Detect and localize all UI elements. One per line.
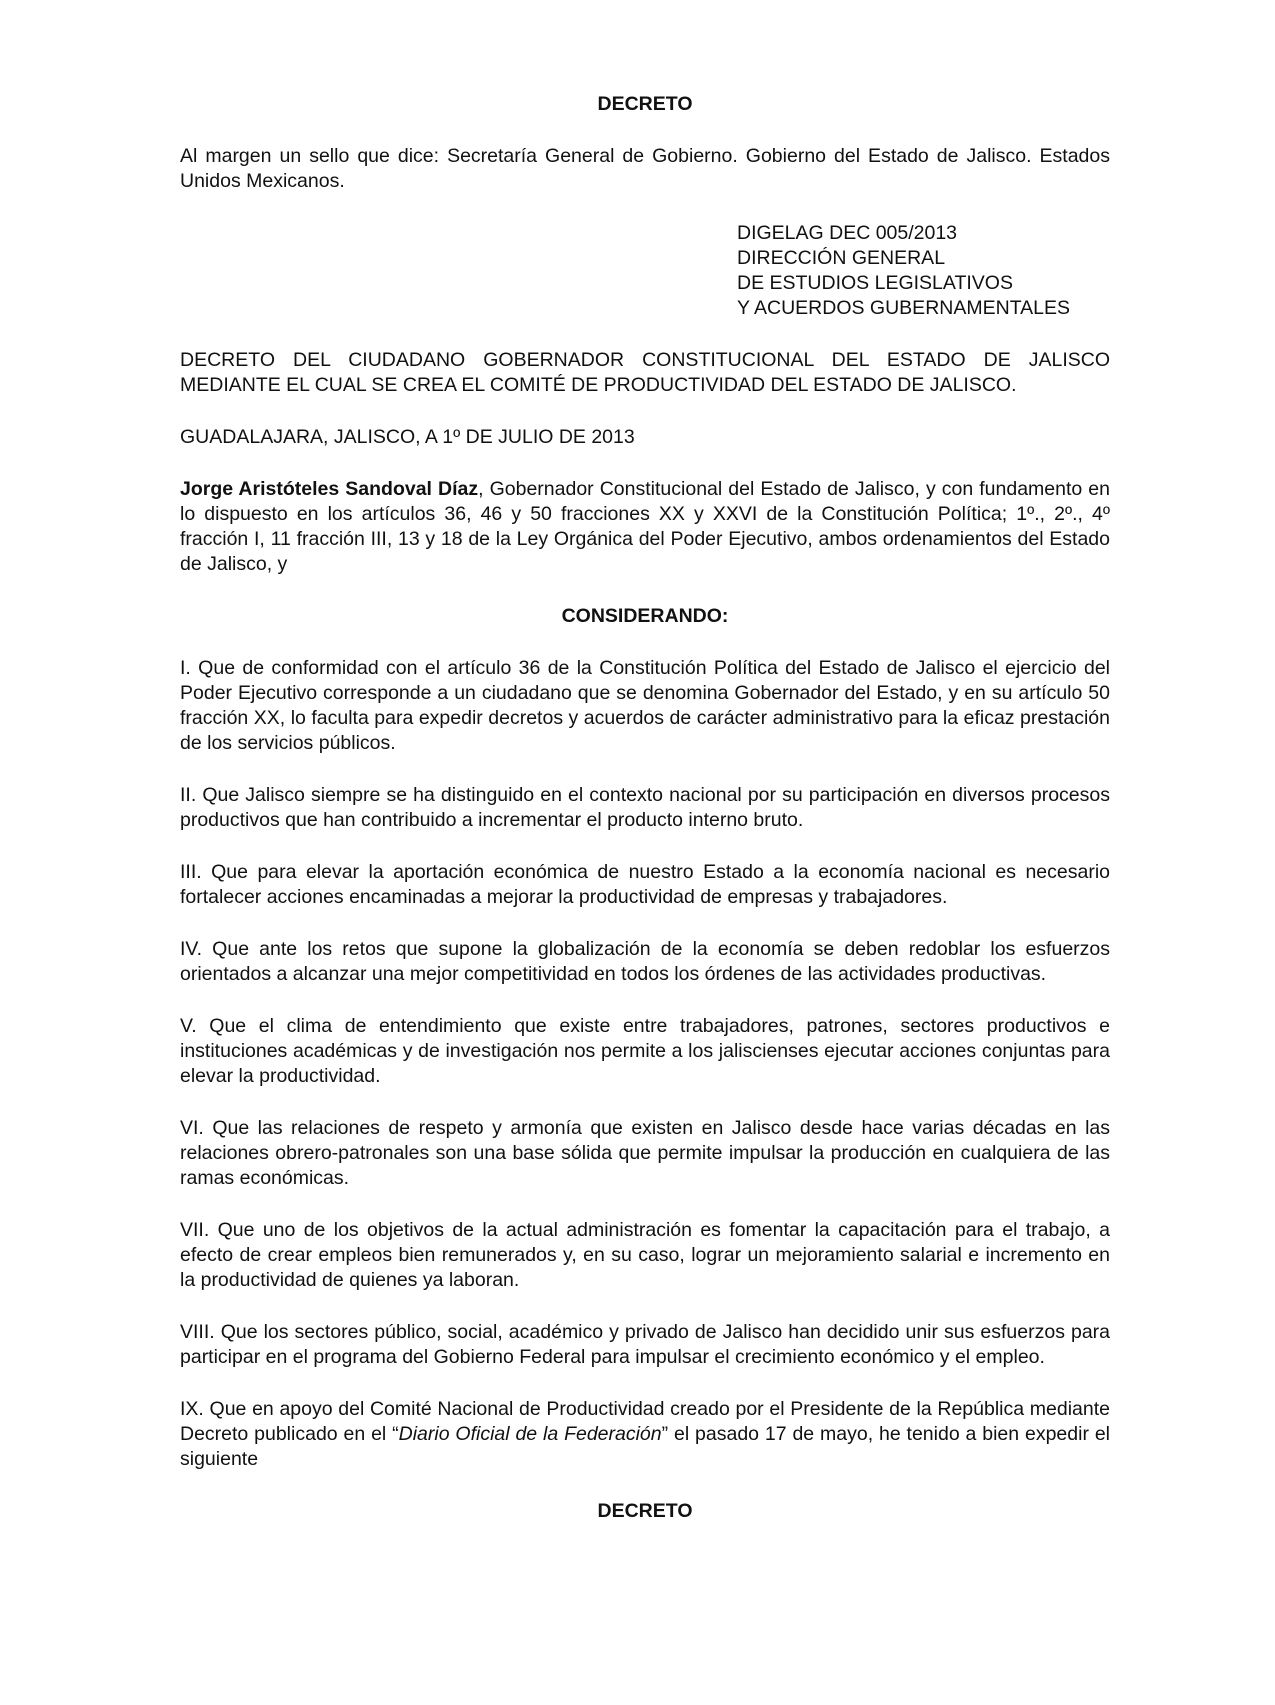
considerando-item: III. Que para elevar la aportación económica de nuestro Estado a la economía nacional es necesario fortalecer acciones encaminadas a mejorar la productividad de empresas y trabajadores.: [180, 861, 1110, 908]
considerando-ix-before: IX. Que en apoyo del Comité Nacional de Productividad creado por el Presidente de la República mediante Decreto publicado en el “: [180, 1398, 1110, 1445]
heading-decreto-top: DECRETO: [597, 93, 693, 115]
signer-name: Jorge Aristóteles Sandoval Díaz: [180, 478, 479, 500]
considerando-item: II. Que Jalisco siempre se ha distinguido en el contexto nacional por su participación en diversos procesos productivos que han contribuido a incrementar el producto interno bruto.: [180, 784, 1110, 831]
considerando-item: I. Que de conformidad con el artículo 36 de la Constitución Política del Estado de Jalisco el ejercicio del Poder Ejecutivo corresponde a un ciudadano que se denomina Gobernador del Estado, y en su artículo 50 fracción XX, lo faculta para expedir decretos y acuerdos de carácter administrativo para la eficaz prestación de los servicios públicos.: [180, 657, 1110, 754]
reference-block: [737, 221, 1110, 321]
document-body: [180, 92, 1110, 1524]
reference-line: Y ACUERDOS GUBERNAMENTALES: [737, 297, 1071, 319]
decree-title: DECRETO DEL CIUDADANO GOBERNADOR CONSTITUCIONAL DEL ESTADO DE JALISCO MEDIANTE EL CUAL SE CREA EL COMITÉ DE PRODUCTIVIDAD DEL ESTADO DE JALISCO.: [180, 349, 1110, 396]
reference-line: DIRECCIÓN GENERAL: [737, 247, 946, 269]
place-date: GUADALAJARA, JALISCO, A 1º DE JULIO DE 2013: [180, 426, 635, 448]
diario-oficial-title: Diario Oficial de la Federación: [398, 1423, 662, 1445]
reference-line: DE ESTUDIOS LEGISLATIVOS: [737, 272, 1013, 294]
considerando-ix-after: ” el pasado 17 de mayo, he tenido a bien expedir el siguiente: [180, 1423, 1110, 1470]
considerando-item: IV. Que ante los retos que supone la globalización de la economía se deben redoblar los esfuerzos orientados a alcanzar una mejor competitividad en todos los órdenes de las actividades productivas.: [180, 938, 1110, 985]
intro-text: , Gobernador Constitucional del Estado de Jalisco, y con fundamento en lo dispuesto en los artículos 36, 46 y 50 fracciones XX y XXVI de la Constitución Política; 1º., 2º., 4º fracción I, 11 fracción III, 13 y 18 de la Ley Orgánica del Poder Ejecutivo, ambos ordenamientos del Estado de Jalisco, y: [180, 478, 1110, 575]
considerando-item: VIII. Que los sectores público, social, académico y privado de Jalisco han decidido unir sus esfuerzos para participar en el programa del Gobierno Federal para impulsar el crecimiento económico y el empleo.: [180, 1321, 1110, 1368]
heading-considerando: CONSIDERANDO:: [561, 605, 729, 627]
considerando-item: VI. Que las relaciones de respeto y armonía que existen en Jalisco desde hace varias décadas en las relaciones obrero-patronales son una base sólida que permite impulsar la producción en cualquiera de las ramas económicas.: [180, 1117, 1110, 1189]
considerando-item-ix: [180, 1397, 1110, 1472]
margin-note: Al margen un sello que dice: Secretaría General de Gobierno. Gobierno del Estado de Jalisco. Estados Unidos Mexicanos.: [180, 145, 1110, 192]
considerando-item: VII. Que uno de los objetivos de la actual administración es fomentar la capacitación para el trabajo, a efecto de crear empleos bien remunerados y, en su caso, lograr un mejoramiento salarial e incremento en la productividad de quienes ya laboran.: [180, 1219, 1110, 1291]
considerando-item: V. Que el clima de entendimiento que existe entre trabajadores, patrones, sectores productivos e instituciones académicas y de investigación nos permite a los jaliscienses ejecutar acciones conjuntas para elevar la productividad.: [180, 1015, 1110, 1087]
intro-paragraph: [180, 477, 1110, 577]
heading-decreto-bottom: DECRETO: [597, 1500, 693, 1522]
reference-line: DIGELAG DEC 005/2013: [737, 222, 958, 244]
